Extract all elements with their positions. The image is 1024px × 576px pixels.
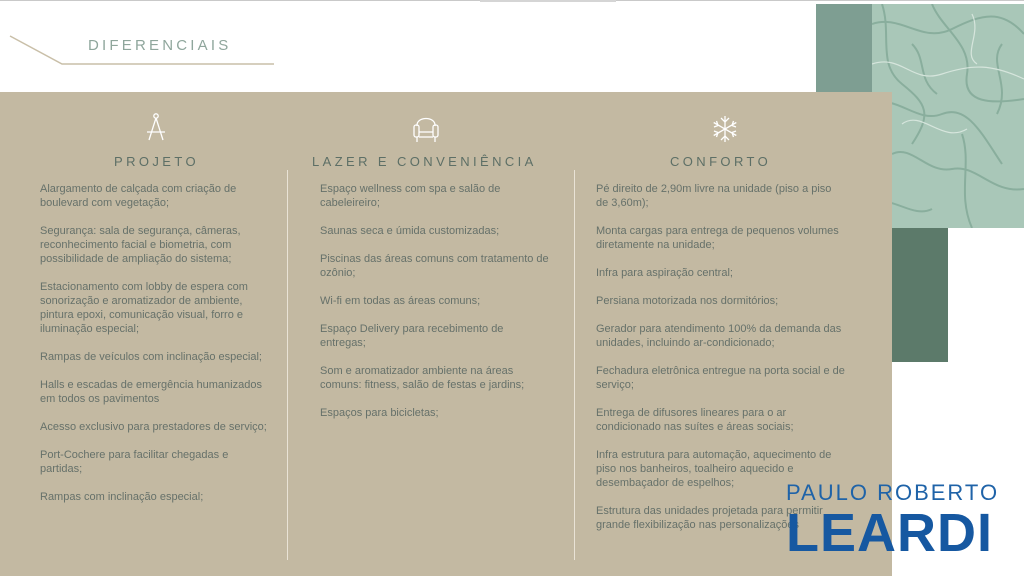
snowflake-icon: [710, 114, 740, 144]
features-panel: [0, 92, 892, 576]
armchair-icon: [412, 112, 440, 144]
list-item: Saunas seca e úmida customizadas;: [320, 225, 500, 237]
list-item: Gerador para atendimento 100% da demanda das unidades, incluindo ar-condicionado;: [596, 323, 842, 349]
decor-block-dark-green: [890, 228, 948, 362]
marble-veins: [872, 4, 1024, 228]
list-item: Infra para aspiração central;: [596, 267, 733, 279]
marble-texture-image: [872, 4, 1024, 228]
logo-line-top: PAULO ROBERTO: [786, 480, 1000, 505]
list-item: Rampas de veículos com inclinação especial;: [40, 351, 262, 363]
list-item: Entrega de difusores lineares para o ar condicionado nas suítes e áreas sociais;: [596, 407, 794, 433]
top-notch: [480, 0, 616, 2]
list-item: Som e aromatizador ambiente na áreas comuns: fitness, salão de festas e jardins;: [320, 365, 525, 391]
list-item: Acesso exclusivo para prestadores de serviço;: [40, 421, 267, 433]
list-item: Monta cargas para entrega de pequenos volumes diretamente na unidade;: [596, 225, 839, 251]
list-item: Persiana motorizada nos dormitórios;: [596, 295, 779, 307]
list-item: Espaços para bicicletas;: [320, 407, 439, 419]
logo-line-bottom: LEARDI: [786, 503, 993, 563]
compass-icon: [144, 112, 168, 144]
list-item: Fechadura eletrônica entregue na porta social e de serviço;: [596, 365, 845, 391]
leardi-watermark-logo: [786, 480, 1000, 563]
list-item: Alargamento de calçada com criação de boulevard com vegetação;: [40, 183, 237, 209]
list-item: Rampas com inclinação especial;: [40, 491, 204, 503]
decor-block-light-green: [816, 4, 872, 92]
list-item: Halls e escadas de emergência humanizados em todos os pavimentos: [40, 379, 262, 405]
list-item: Espaço Delivery para recebimento de entregas;: [320, 323, 504, 349]
list-item: Port-Cochere para facilitar chegadas e partidas;: [40, 449, 229, 475]
list-item: Segurança: sala de segurança, câmeras, reconhecimento facial e biometria, com possibilidade de ampliação do sistema;: [40, 225, 241, 265]
feature-list: [40, 182, 272, 518]
list-item: Piscinas das áreas comuns com tratamento de ozônio;: [320, 253, 549, 279]
list-item: Pé direito de 2,90m livre na unidade (piso a piso de 3,60m);: [596, 183, 832, 209]
column-divider: [287, 170, 288, 560]
column-title: LAZER E CONVENIÊNCIA: [312, 154, 537, 169]
list-item: Estacionamento com lobby de espera com sonorização e aromatizador de ambiente, pintura epoxi, comunicação visual, forro e iluminação especial;: [40, 281, 248, 335]
list-item: Estrutura das unidades projetada para permitir grande flexibilização nas personalizações: [596, 505, 823, 531]
page-title: DIFERENCIAIS: [88, 37, 232, 54]
column-title: PROJETO: [114, 154, 199, 169]
column-title: CONFORTO: [670, 154, 772, 169]
list-item: Espaço wellness com spa e salão de cabeleireiro;: [320, 183, 501, 209]
column-divider: [574, 170, 575, 560]
list-item: Infra estrutura para automação, aquecimento de piso nos banheiros, toalheiro aquecido e desembaçador de espelhos;: [596, 449, 832, 489]
list-item: Wi-fi em todas as áreas comuns;: [320, 295, 481, 307]
feature-list: [320, 182, 552, 434]
